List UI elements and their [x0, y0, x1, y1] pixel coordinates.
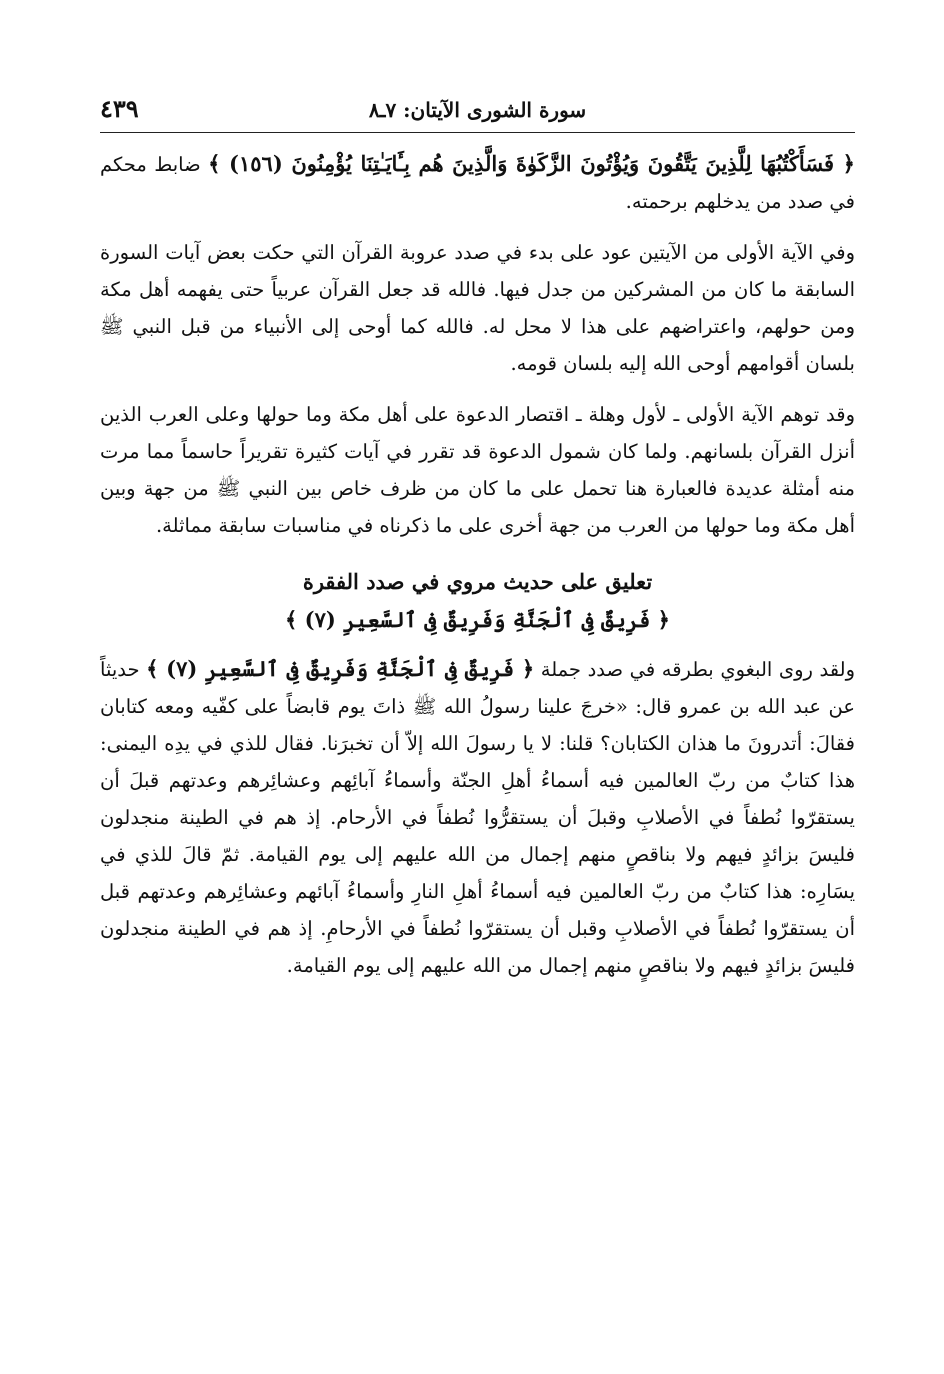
hadith-intro: ولقد روى البغوي بطرقه في صدد جملة: [540, 658, 856, 681]
section-title: تعليق على حديث مروي في صدد الفقرة: [302, 569, 653, 594]
paragraph-scope-of-dawa: وقد توهم الآية الأولى ـ لأول وهلة ـ اقتصار الدعوة على أهل مكة وما حولها وعلى العرب الذين أنزل القرآن بلسانهم. ولما كان شمول الدعوة قد تقرر في آيات كثيرة تقريراً حاسماً مما مرت منه أمثلة عديدة فالعبارة هنا تحمل على ما كان من ظرف خاص بين النبي ﷺ من جهة وبين أهل مكة وما حولها من العرب من جهة أخرى على ما ذكرناه في مناسبات سابقة مماثلة.: [100, 403, 855, 537]
quran-verse: ﴿ فَسَأَكْتُبُهَا لِلَّذِينَ يَتَّقُونَ وَيُؤْتُونَ الزَّكَوٰةَ وَالَّذِينَ هُم بِـَٔايَـٰتِنَا يُؤْمِنُونَ (١٥٦) ﴾: [208, 151, 855, 176]
paragraph-verse-156: [100, 145, 855, 220]
page-number: ٤٣٩: [100, 94, 139, 123]
book-page: [100, 92, 855, 984]
running-title: سورة الشورى الآيتان: ٧ـ٨: [368, 98, 587, 122]
hadith-text: حديثاً عن عبد الله بن عمرو قال: «خرجَ علينا رسولُ الله ﷺ ذاتَ يوم قابضاً على كفّيه ومعه كتابان فقالَ: أتدرونَ ما هذان الكتابان؟ قلنا: لا يا رسولَ الله إلاّ أن تخبرَنا. فقال للذي في يدِه اليمنى: هذا كتابٌ من ربّ العالمين فيه أسماءُ أهلِ الجنّة وأسماءُ آبائِهم وعشائِرهم وعدتهم قبلَ أن يستقرّوا نُطفاً في الأصلابِ وقبلَ أن يستقرُّوا نُطفاً في الأرحام. إذ هم في الطينة منجدلون فليسَ بزائدٍ فيهم ولا بناقصٍ منهم إجمال من الله عليهم إلى يوم القيامة. ثمّ قالَ للذي في يسَارِه: هذا كتابٌ من ربّ العالمين فيه أسماءُ أهلِ النارِ وأسماءُ آبائهم وعشائِرهم وعدتهم قبل أن يستقرّوا نُطفاً في الأصلابِ وقبل أن يستقرّوا نُطفاً في الأرحامِ. إذ هم في الطينة منجدلون فليسَ بزائدٍ فيهم ولا بناقصٍ منهم إجمال من الله عليهم إلى يوم القيامة.: [100, 658, 855, 977]
paragraph-text: ضابط محكم في صدد من يدخلهم برحمته.: [100, 153, 855, 213]
section-verse: ﴿ فَرِيقٌ فِى ٱلْجَنَّةِ وَفَرِيقٌ فِى ٱلسَّعِيرِ (٧) ﴾: [285, 607, 670, 632]
section-heading: [100, 564, 855, 640]
paragraph-hadith: [100, 650, 855, 984]
quran-verse: ﴿ فَرِيقٌ فِى ٱلْجَنَّةِ وَفَرِيقٌ فِى ٱلسَّعِيرِ (٧) ﴾: [146, 656, 535, 681]
page-header: [100, 92, 855, 133]
paragraph-arabic-quran: وفي الآية الأولى من الآيتين عود على بدء في صدد عروبة القرآن التي حكت بعض آيات السورة السابقة ما كان من المشركين من جدل فيها. فالله قد جعل القرآن عربياً حتى يفهمه أهل مكة ومن حولهم، واعتراضهم على هذا لا محل له. فالله كما أوحى إلى الأنبياء من قبل النبي ﷺ بلسان أقوامهم أوحى الله إليه بلسان قومه.: [100, 241, 855, 375]
